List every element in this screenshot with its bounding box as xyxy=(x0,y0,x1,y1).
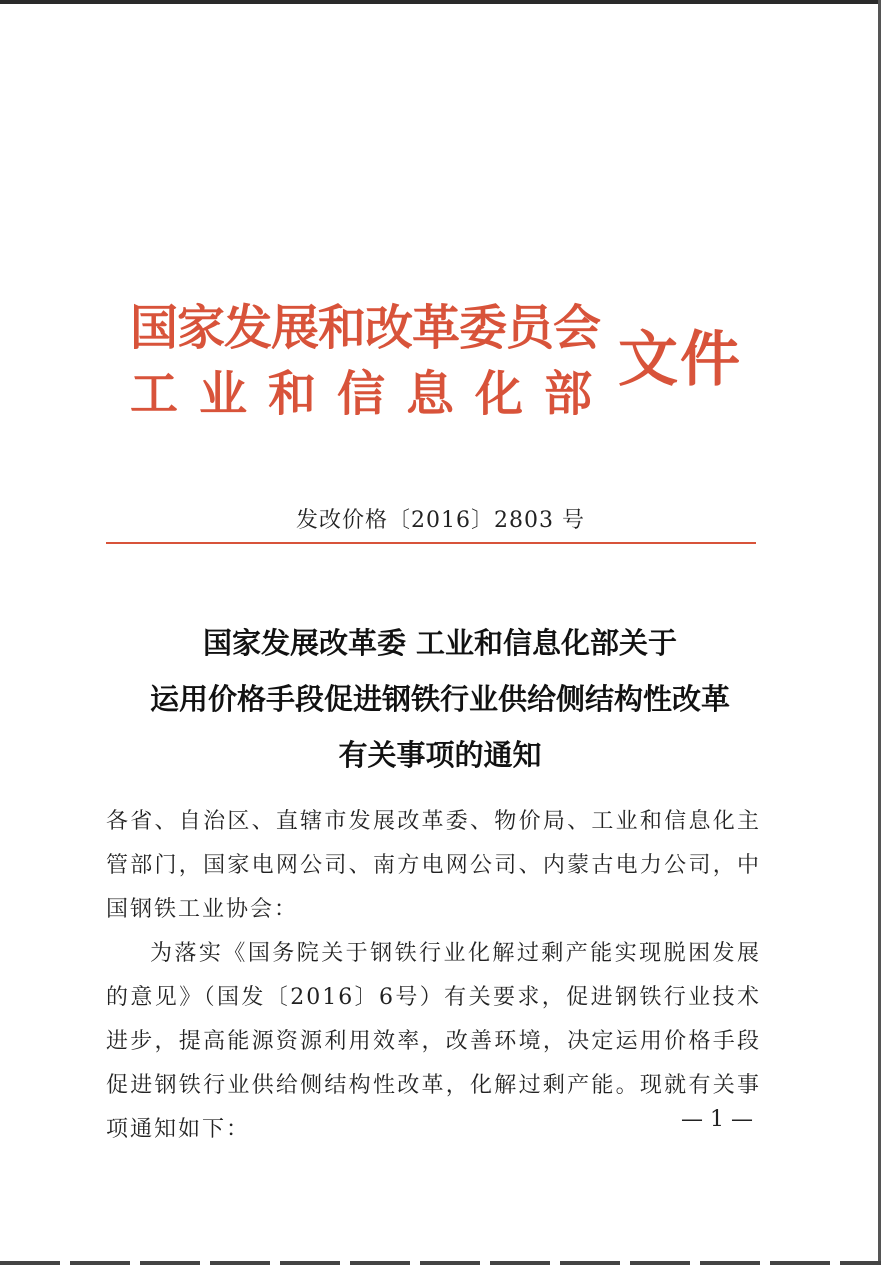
issuer-ndrc: 国家发展和改革委员会 xyxy=(130,300,601,356)
document-title xyxy=(80,615,800,783)
scan-edge-bottom xyxy=(0,1261,881,1265)
document-label: 文件 xyxy=(618,325,742,395)
title-line-2: 运用价格手段促进钢铁行业供给侧结构性改革 xyxy=(149,682,730,716)
red-divider xyxy=(106,542,756,544)
document-number: 发改价格〔2016〕2803 号 xyxy=(296,508,585,533)
page-number: — 1 — xyxy=(681,1107,753,1132)
salutation: 各省、自治区、直辖市发展改革委、物价局、工业和信息化主管部门，国家电网公司、南方电网公司、内蒙古电力公司，中国钢铁工业协会： xyxy=(106,809,761,922)
title-line-3: 有关事项的通知 xyxy=(338,738,542,772)
red-header xyxy=(130,290,750,430)
document-body xyxy=(106,800,761,1152)
title-line-1: 国家发展改革委 工业和信息化部关于 xyxy=(202,626,678,660)
scan-edge-top xyxy=(0,0,881,4)
issuer-miit: 工业和信息化部 xyxy=(130,366,614,422)
paragraph-1: 为落实《国务院关于钢铁行业化解过剩产能实现脱困发展的意见》（国发〔2016〕6号）有关要求，促进钢铁行业技术进步，提高能源资源利用效率，改善环境，决定运用价格手段促进钢铁行业供给侧结构性改革，化解过剩产能。现就有关事项通知如下： xyxy=(106,941,761,1142)
